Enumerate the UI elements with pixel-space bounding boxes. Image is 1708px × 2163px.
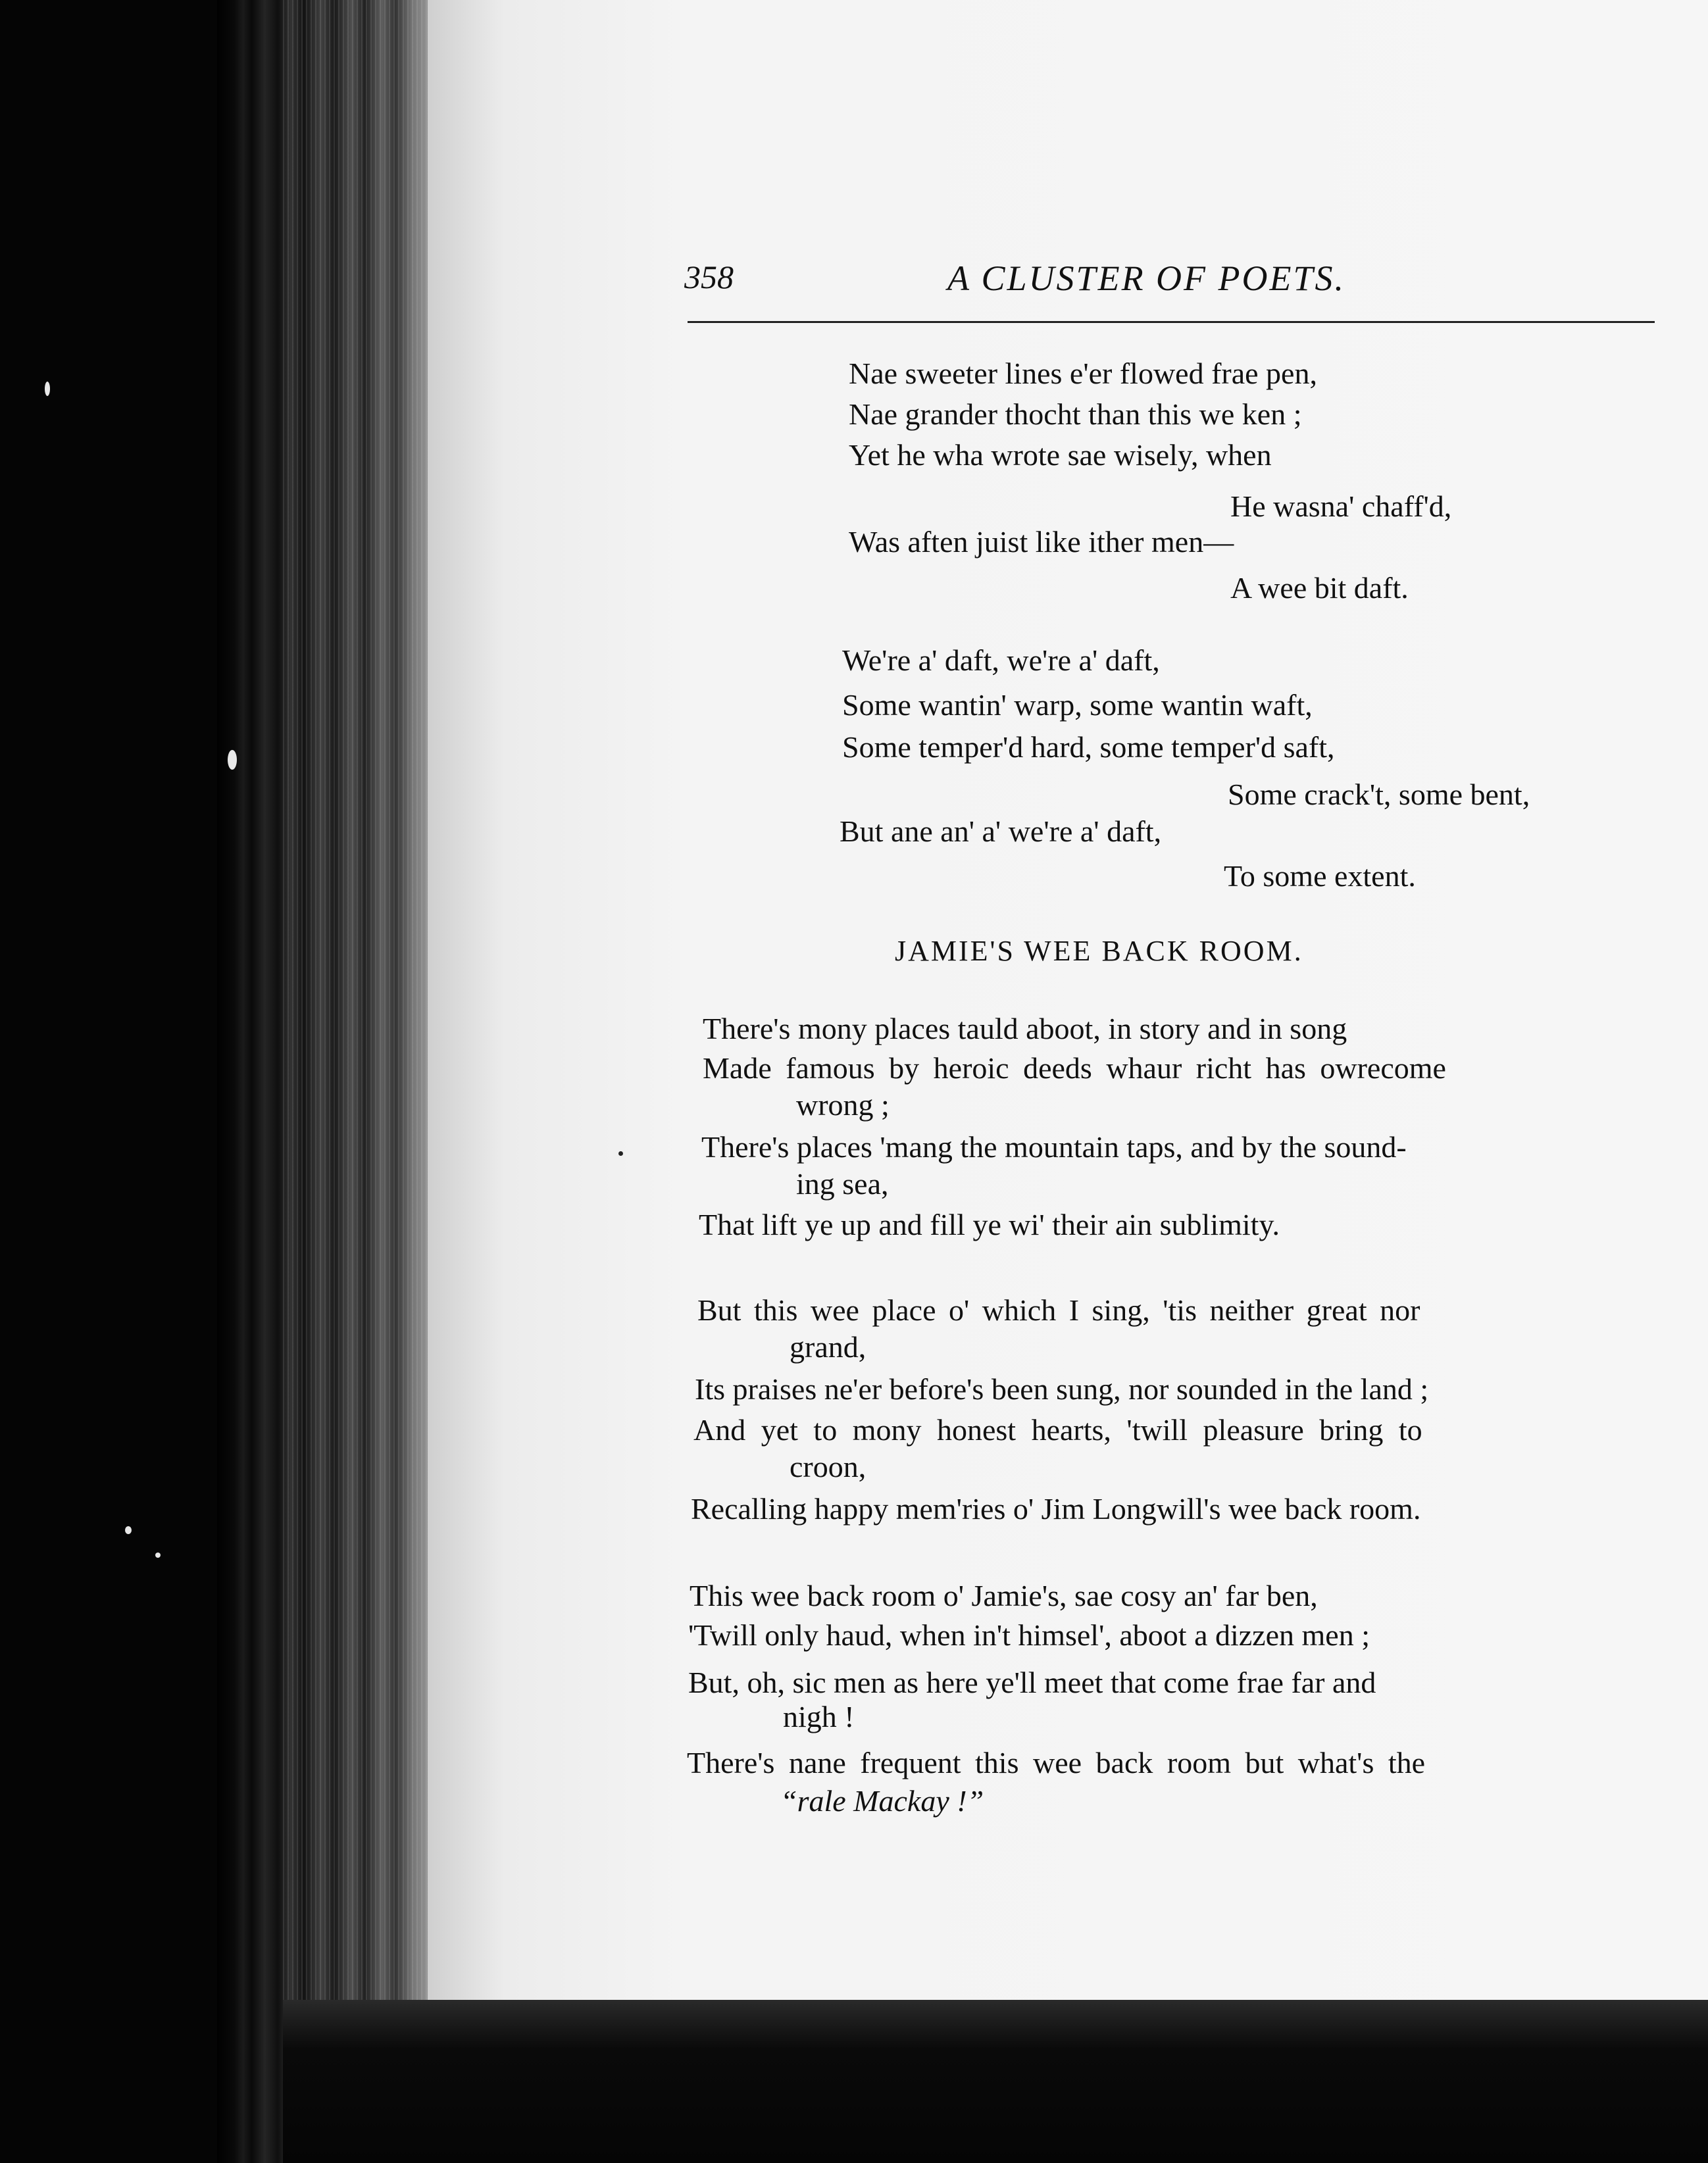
verse-line: There's mony places tauld aboot, in story and in song [703,1012,1347,1045]
page-number: 358 [684,259,734,295]
verse-line: Was aften juist like ither men— [849,525,1234,559]
verse-line: Recalling happy mem'ries o' Jim Longwill's wee back room. [691,1492,1421,1526]
verse-line: Made famous by heroic deeds whaur richt has owrecome [703,1051,1446,1085]
verse-line: Yet he wha wrote sae wisely, when [849,438,1272,472]
verse-line: Some temper'd hard, some temper'd saft, [842,730,1335,764]
verse-line: “rale Mackay !” [780,1784,984,1818]
dust-speck [125,1526,132,1534]
verse-line: But this wee place o' which I sing, 'tis neither great nor [697,1293,1420,1327]
verse-line: ing sea, [796,1167,889,1201]
dust-speck [618,1151,623,1156]
book-page-edges-texture [283,0,434,2163]
verse-line: And yet to mony honest hearts, 'twill pleasure bring to [693,1413,1422,1447]
dust-speck [228,750,237,770]
page-header [684,258,1658,311]
verse-line: Nae sweeter lines e'er flowed frae pen, [849,357,1317,390]
verse-line: Nae grander thocht than this we ken ; [849,397,1302,431]
verse-line: He wasna' chaff'd, [1230,489,1452,523]
verse-line: This wee back room o' Jamie's, sae cosy an' far ben, [690,1579,1318,1612]
verse-line: croon, [790,1450,867,1483]
verse-line: But, oh, sic men as here ye'll meet that come frae far and [688,1666,1376,1699]
poem-title: JAMIE'S WEE BACK ROOM. [895,935,1303,967]
verse-line: There's places 'mang the mountain taps, and by the sound- [701,1130,1407,1164]
verse-line: Some wantin' warp, some wantin waft, [842,688,1313,722]
verse-line: grand, [790,1330,867,1364]
running-head: A CLUSTER OF POETS. [947,259,1346,298]
dust-speck [45,382,50,396]
verse-line: There's nane frequent this wee back room but what's the [687,1746,1426,1779]
dust-speck [155,1553,161,1558]
page-bottom-shadow [283,2000,1708,2163]
header-rule [688,321,1655,323]
verse-line: Some crack't, some bent, [1228,778,1530,811]
verse-line: To some extent. [1224,859,1416,893]
verse-line: 'Twill only haud, when in't himsel', aboot a dizzen men ; [688,1618,1370,1652]
verse-line: A wee bit daft. [1230,571,1409,605]
verse-line: wrong ; [796,1088,890,1122]
verse-line: We're a' daft, we're a' daft, [842,643,1160,677]
verse-line: nigh ! [783,1700,855,1733]
verse-line: Its praises ne'er before's been sung, nor sounded in the land ; [695,1372,1429,1406]
verse-line: But ane an' a' we're a' daft, [840,814,1162,848]
verse-line: That lift ye up and fill ye wi' their ain sublimity. [699,1208,1280,1241]
